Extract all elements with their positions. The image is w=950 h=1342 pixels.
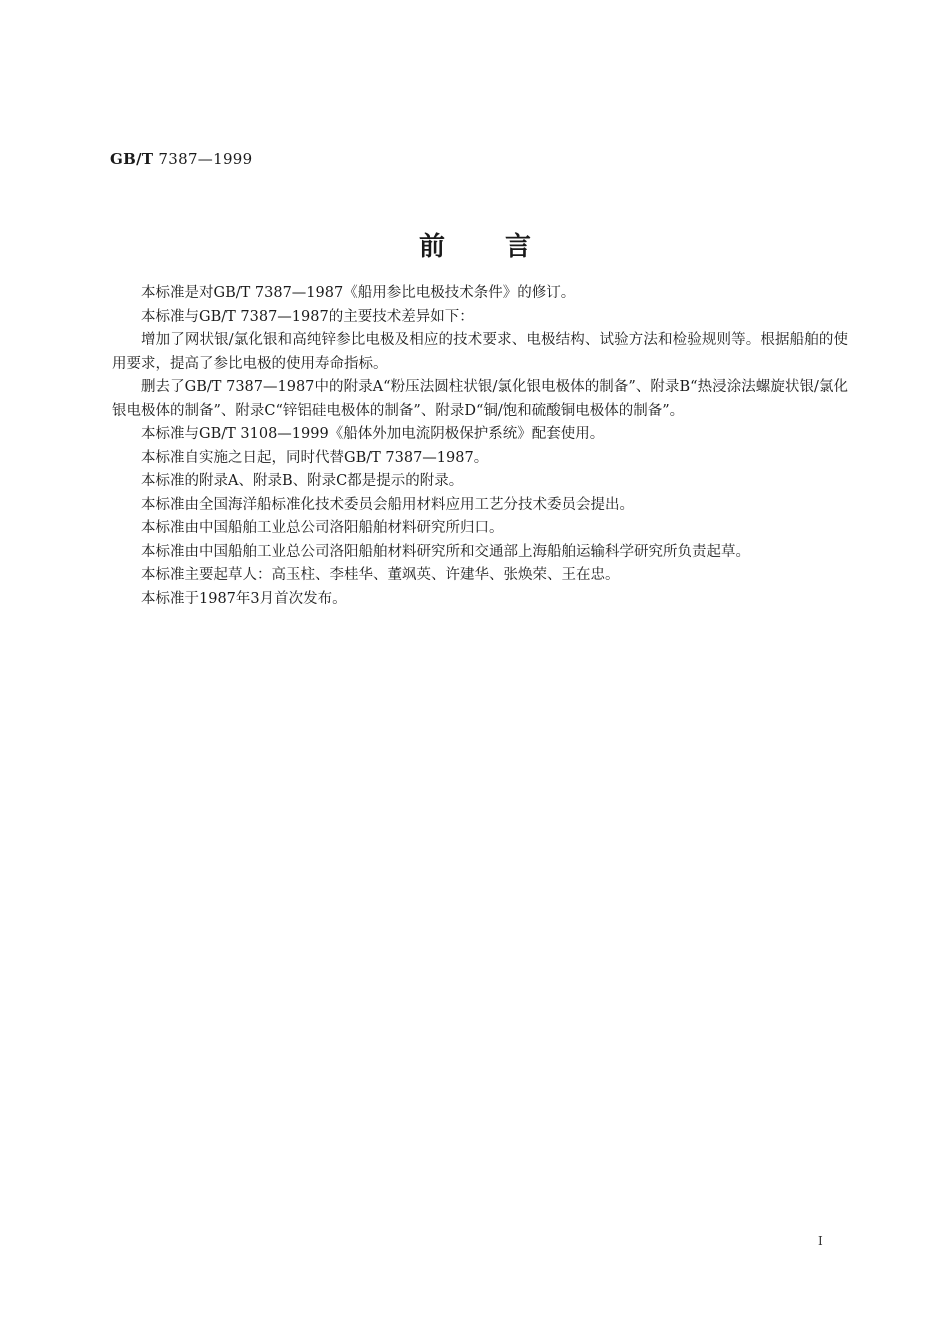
paragraph: 本标准与GB/T 3108—1999《船体外加电流阴极保护系统》配套使用。 — [141, 426, 605, 442]
standard-prefix: GB/T — [110, 150, 154, 168]
paragraph: 本标准于1987年3月首次发布。 — [141, 590, 347, 607]
paragraph: 删去了GB/T 7387—1987中的附录A“粉压法圆柱状银/氯化银电极体的制备”、附录B“热浸涂法螺旋状银/氯化银电极体的制备”、附录C“锌铝硅电极体的制备”、附录D“铜/饱和硫酸铜电极体的制备”。 — [112, 379, 848, 419]
paragraph: 本标准的附录A、附录B、附录C都是提示的附录。 — [141, 473, 464, 489]
paragraph: 本标准由中国船舶工业总公司洛阳船舶材料研究所和交通部上海船舶运输科学研究所负责起草。 — [141, 543, 750, 560]
page-number: I — [818, 1234, 823, 1248]
page-title: 前言 — [418, 232, 591, 262]
paragraph: 本标准由中国船舶工业总公司洛阳船舶材料研究所归口。 — [141, 520, 504, 536]
paragraph: 本标准与GB/T 7387—1987的主要技术差异如下： — [141, 308, 474, 325]
paragraph: 本标准自实施之日起，同时代替GB/T 7387—1987。 — [141, 449, 489, 466]
standard-number: 7387—1999 — [158, 150, 253, 168]
foreword-body — [112, 282, 848, 611]
paragraph: 本标准由全国海洋船标准化技术委员会船用材料应用工艺分技术委员会提出。 — [141, 496, 634, 513]
paragraph: 本标准主要起草人：高玉柱、李桂华、董飒英、许建华、张焕荣、王在忠。 — [141, 567, 620, 583]
standard-code — [110, 150, 252, 168]
paragraph: 增加了网状银/氯化银和高纯锌参比电极及相应的技术要求、电极结构、试验方法和检验规则等。根据船舶的使用要求，提高了参比电极的使用寿命指标。 — [112, 332, 848, 372]
paragraph: 本标准是对GB/T 7387—1987《船用参比电极技术条件》的修订。 — [141, 285, 576, 301]
